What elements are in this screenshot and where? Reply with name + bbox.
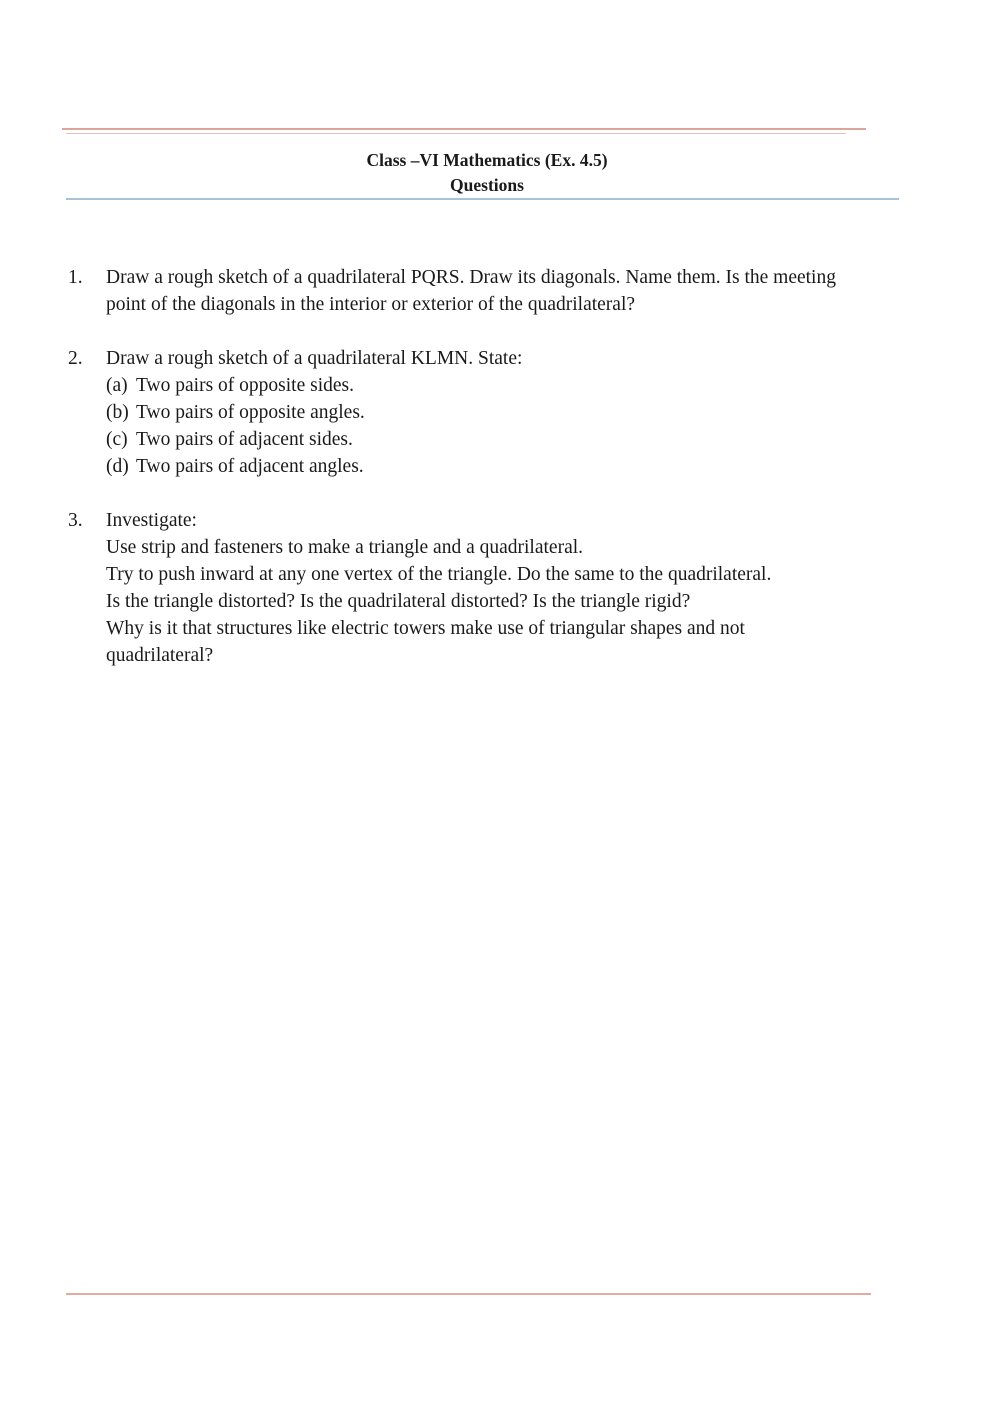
question-list xyxy=(66,264,906,696)
sub-item-b xyxy=(106,399,906,426)
sub-item-text: Two pairs of opposite sides. xyxy=(136,375,354,396)
question-1 xyxy=(66,264,906,318)
sub-item-label: (a) xyxy=(106,375,128,396)
question-text-line: Is the triangle distorted? Is the quadrilateral distorted? Is the triangle rigid? xyxy=(106,591,691,612)
sub-item-d xyxy=(106,453,906,480)
question-text-line: Draw a rough sketch of a quadrilateral KLMN. State: xyxy=(106,348,523,369)
document-subtitle: Questions xyxy=(450,175,524,195)
top-decorative-rule xyxy=(62,128,866,130)
sub-item-text: Two pairs of adjacent angles. xyxy=(136,456,364,477)
question-number: 1. xyxy=(68,267,83,288)
header-rule xyxy=(66,198,899,200)
question-text-line: quadrilateral? xyxy=(106,645,214,666)
sub-item-text: Two pairs of opposite angles. xyxy=(136,402,365,423)
sub-item-label: (c) xyxy=(106,429,128,450)
sub-item-c xyxy=(106,426,906,453)
sub-item-label: (d) xyxy=(106,456,129,477)
question-text-line: point of the diagonals in the interior or exterior of the quadrilateral? xyxy=(106,294,636,315)
question-text-line: Investigate: xyxy=(106,510,197,531)
question-text-line: Draw a rough sketch of a quadrilateral PQRS. Draw its diagonals. Name them. Is the meeting xyxy=(106,267,836,288)
sub-item-text: Two pairs of adjacent sides. xyxy=(136,429,353,450)
bottom-decorative-rule xyxy=(66,1293,871,1295)
question-text-line: Why is it that structures like electric towers make use of triangular shapes and not xyxy=(106,618,745,639)
question-text-line: Try to push inward at any one vertex of the triangle. Do the same to the quadrilateral. xyxy=(106,564,772,585)
sub-item-a xyxy=(106,372,906,399)
document-header xyxy=(66,148,908,198)
question-number: 2. xyxy=(68,348,83,369)
question-2 xyxy=(66,345,906,480)
question-3 xyxy=(66,507,906,669)
top-decorative-rule-inner xyxy=(66,133,846,134)
question-number: 3. xyxy=(68,510,83,531)
question-text-line: Use strip and fasteners to make a triangle and a quadrilateral. xyxy=(106,537,584,558)
sub-item-label: (b) xyxy=(106,402,129,423)
document-title: Class –VI Mathematics (Ex. 4.5) xyxy=(366,150,608,170)
